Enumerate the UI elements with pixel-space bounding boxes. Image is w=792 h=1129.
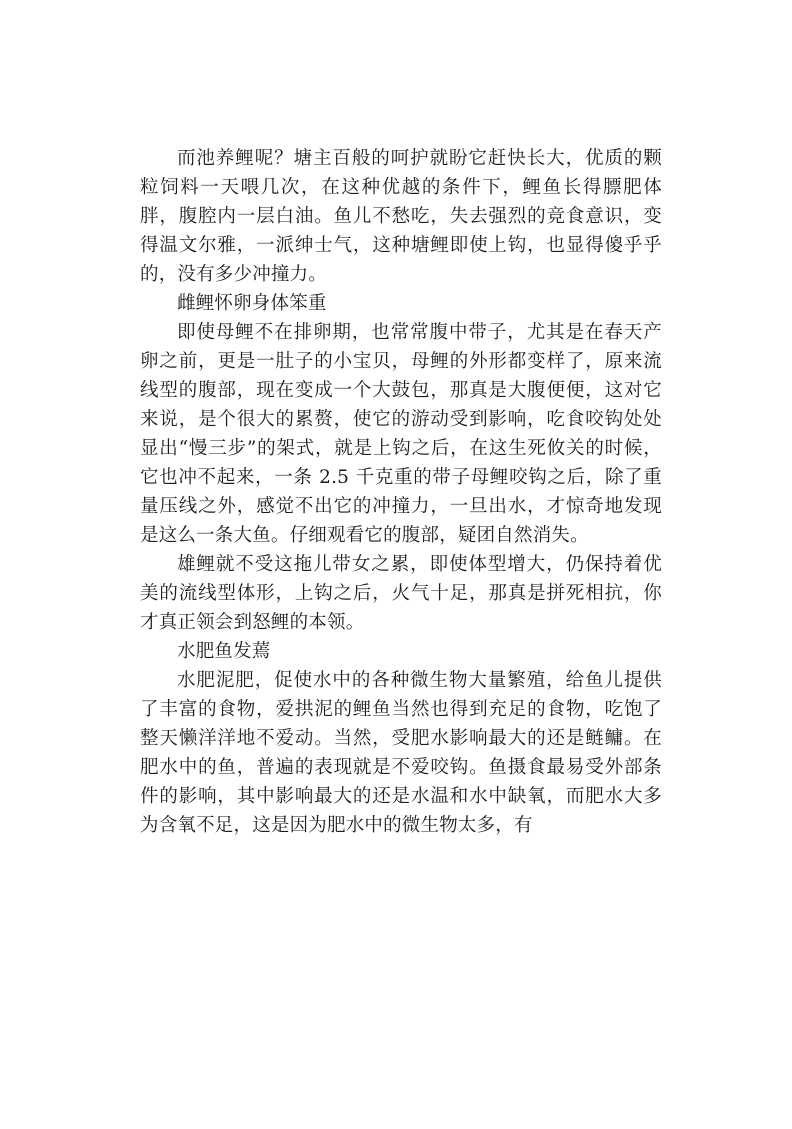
paragraph-male-carp: 雄鲤就不受这拖儿带女之累，即使体型增大，仍保持着优美的流线型体形，上钩之后，火气十足，那真是拼死相抗，你才真正领会到怒鲤的本领。 [140, 554, 662, 633]
paragraph-fertile-water: 水肥泥肥，促使水中的各种微生物大量繁殖，给鱼儿提供了丰富的食物，爱拱泥的鲤鱼当然也得到充足的食物，吃饱了整天懒洋洋地不爱动。当然，受肥水影响最大的还是鲢鳙。在肥水中的鱼，普遍的表现就是不爱咬钩。鱼摄食最易受外部条件的影响，其中影响最大的还是水温和水中缺氧，而肥水大多为含氧不足，这是因为肥水中的微生物太多，有 [140, 670, 662, 836]
section-heading-fertile-water: 水肥鱼发蔫 [177, 641, 271, 662]
document-page [140, 144, 662, 840]
paragraph-female-carp: 即使母鲤不在排卵期，也常常腹中带子，尤其是在春天产卵之前，更是一肚子的小宝贝，母鲤的外形都变样了，原来流线型的腹部，现在变成一个大鼓包，那真是大腹便便，这对它来说，是个很大的累赘，使它的游动受到影响，吃食咬钩处处显出“慢三步”的架式，就是上钩之后，在这生死攸关的时候，它也冲不起来，一条 2.5 千克重的带子母鲤咬钩之后，除了重量压线之外，感觉不出它的冲撞力，一旦出水，才惊奇地发现是这么一条大鱼。仔细观看它的腹部，疑团自然消失。 [140, 322, 662, 546]
section-heading-female-carp: 雌鲤怀卵身体笨重 [177, 293, 327, 314]
paragraph-pond-carp: 而池养鲤呢？塘主百般的呵护就盼它赶快长大，优质的颗粒饲料一天喂几次，在这种优越的条件下，鲤鱼长得膘肥体胖，腹腔内一层白油。鱼儿不愁吃，失去强烈的竞食意识，变得温文尔雅，一派绅士气，这种塘鲤即使上钩，也显得傻乎乎的，没有多少冲撞力。 [140, 148, 662, 285]
